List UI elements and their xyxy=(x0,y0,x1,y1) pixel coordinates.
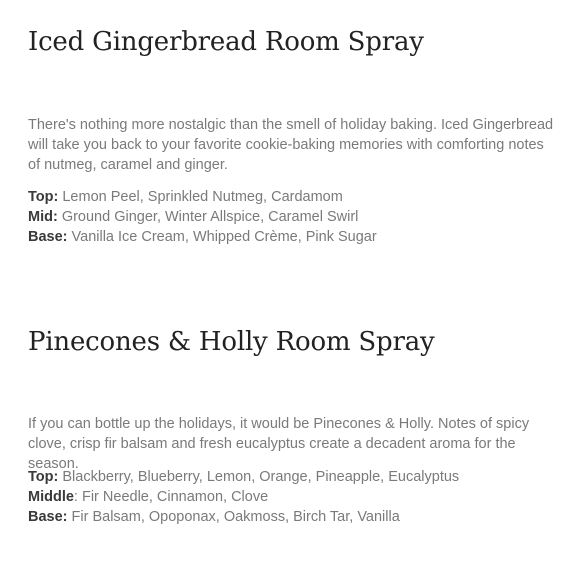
note-top xyxy=(28,187,556,207)
scent-notes xyxy=(28,187,556,247)
note-value: Fir Balsam, Opoponax, Oakmoss, Birch Tar, Vanilla xyxy=(67,509,400,525)
product-description: There's nothing more nostalgic than the smell of holiday baking. Iced Gingerbread will take you back to your favorite cookie-baking memories with comforting notes of nutmeg, caramel and ginger. xyxy=(28,117,554,173)
note-label: Middle xyxy=(28,489,74,505)
note-value: Blackberry, Blueberry, Lemon, Orange, Pineapple, Eucalyptus xyxy=(58,469,460,485)
note-middle xyxy=(28,487,556,507)
note-value: Lemon Peel, Sprinkled Nutmeg, Cardamom xyxy=(58,189,343,205)
note-label: Top: xyxy=(28,469,59,485)
note-label: Mid: xyxy=(28,209,58,225)
note-label: Top: xyxy=(28,189,59,205)
note-top xyxy=(28,467,556,487)
product-title: Pinecones & Holly Room Spray xyxy=(28,327,435,357)
note-value: Ground Ginger, Winter Allspice, Caramel Swirl xyxy=(57,209,359,225)
product-description: If you can bottle up the holidays, it would be Pinecones & Holly. Notes of spicy clove, crisp fir balsam and fresh eucalyptus create a decadent aroma for the season. xyxy=(28,416,530,472)
note-mid xyxy=(28,207,556,227)
product-title: Iced Gingerbread Room Spray xyxy=(28,27,424,57)
note-base xyxy=(28,507,556,527)
note-value: : Fir Needle, Cinnamon, Clove xyxy=(73,489,269,505)
note-label: Base: xyxy=(28,229,68,245)
scent-notes xyxy=(28,467,556,527)
note-value: Vanilla Ice Cream, Whipped Crème, Pink Sugar xyxy=(67,229,377,245)
note-base xyxy=(28,227,556,247)
note-label: Base: xyxy=(28,509,68,525)
